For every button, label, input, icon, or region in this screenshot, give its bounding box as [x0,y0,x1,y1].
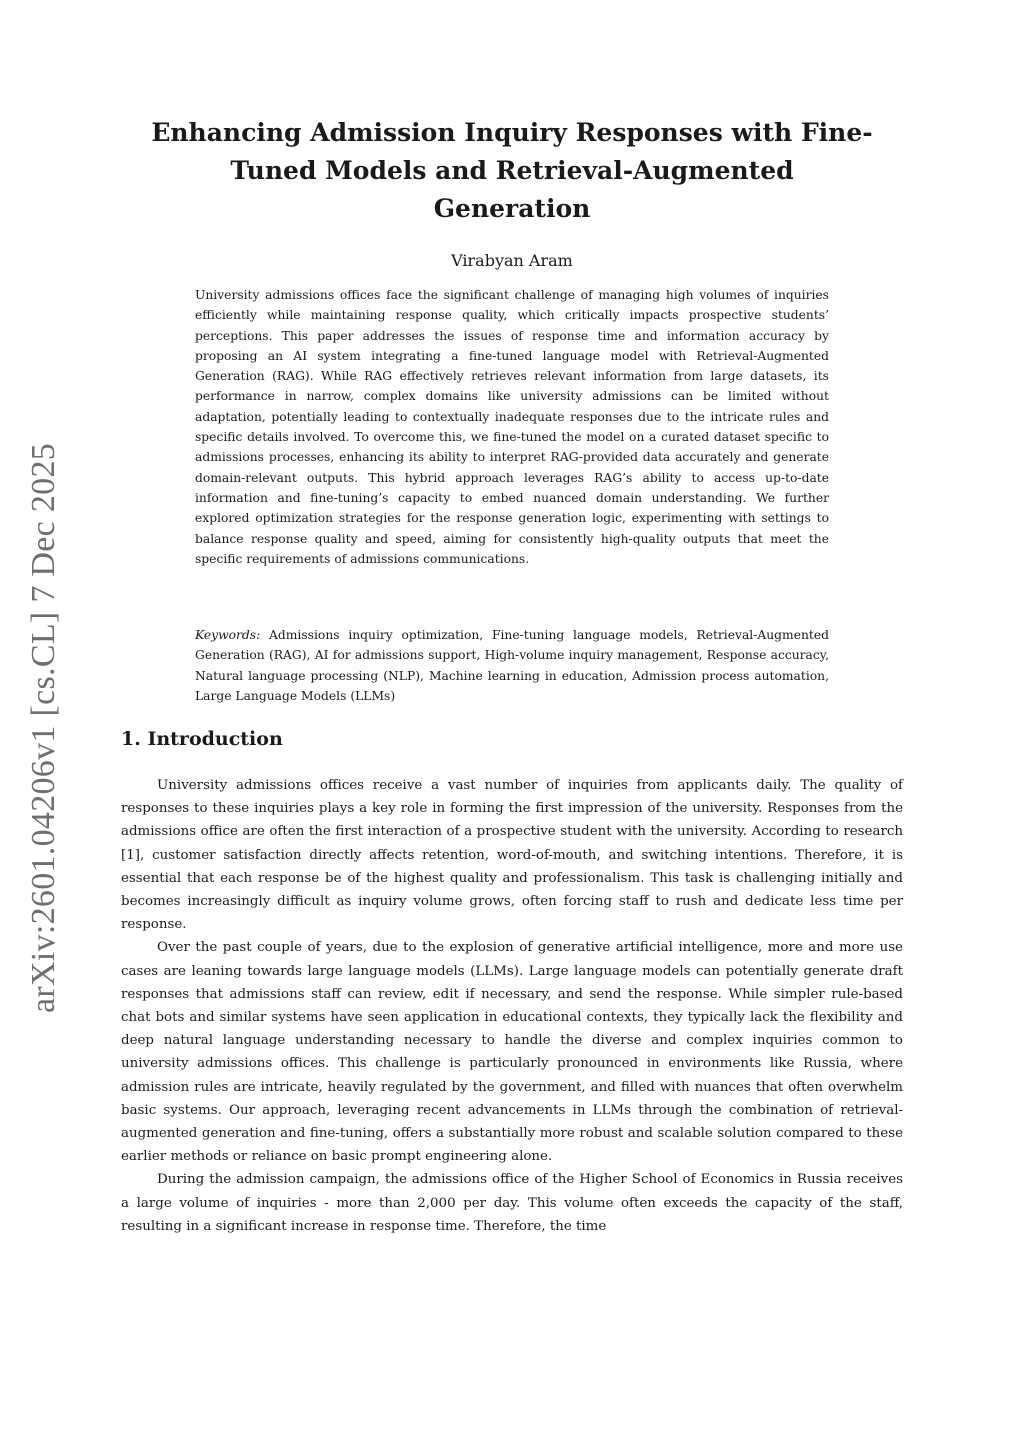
paragraph: During the admission campaign, the admissions office of the Higher School of Economics in Russia receives a large volume of inquiries - more than 2,000 per day. This volume often exceeds the capacity of the staff, resulting in a significant increase in response time. Therefore, the time [121,1172,903,1234]
abstract: University admissions offices face the significant challenge of managing high volumes of inquiries efficiently while maintaining response quality, which critically impacts prospective students’ perceptions. This paper addresses the issues of response time and information accuracy by proposing an AI system integrating a fine-tuned language model with Retrieval-Augmented Generation (RAG). While RAG effectively retrieves relevant information from large datasets, its performance in narrow, complex domains like university admissions can be limited without adaptation, potentially leading to contextually inadequate responses due to the intricate rules and specific details involved. To overcome this, we fine-tuned the model on a curated dataset specific to admissions processes, enhancing its ability to interpret RAG-provided data accurately and generate domain-relevant outputs. This hybrid approach leverages RAG’s ability to access up-to-date information and fine-tuning’s capacity to embed nuanced domain understanding. We further explored optimization strategies for the response generation logic, experimenting with settings to balance response quality and speed, aiming for consistently high-quality outputs that meet the specific requirements of admissions communications. [195,288,829,566]
author-name: Virabyan Aram [451,251,573,270]
paper-title: Enhancing Admission Inquiry Responses with Fine-Tuned Models and Retrieval-Augmented Generation [151,118,873,223]
paragraph: University admissions offices receive a vast number of inquiries from applicants daily. The quality of responses to these inquiries plays a key role in forming the first impression of the university. Responses from the admissions office are often the first interaction of a prospective student with the university. According to research [1], customer satisfaction directly affects retention, word-of-mouth, and switching intentions. Therefore, it is essential that each response be of the highest quality and professionalism. This task is challenging initially and becomes increasingly difficult as inquiry volume grows, often forcing staff to rush and dedicate less time per response. [121,778,903,933]
keywords [195,625,829,706]
paragraph: Over the past couple of years, due to the explosion of generative artificial intelligence, more and more use cases are leaning towards large language models (LLMs). Large language models can potentially generate draft responses that admissions staff can review, edit if necessary, and send the response. While simpler rule-based chat bots and similar systems have seen application in educational contexts, they typically lack the flexibility and deep natural language understanding necessary to handle the diverse and complex inquiries common to university admissions offices. This challenge is particularly pronounced in environments like Russia, where admission rules are intricate, heavily regulated by the government, and filled with nuances that often overwhelm basic systems. Our approach, leveraging recent advancements in LLMs through the combination of retrieval-augmented generation and fine-tuning, offers a substantially more robust and scalable solution compared to these earlier methods or reliance on basic prompt engineering alone. [121,940,903,1165]
introduction-body [121,774,903,1238]
keywords-text: Admissions inquiry optimization, Fine-tuning language models, Retrieval-Augmented Generation (RAG), AI for admissions support, High-volume inquiry management, Response accuracy, Natural language processing (NLP), Machine learning in education, Admission process automation, Large Language Models (LLMs) [195,628,829,703]
keywords-label: Keywords: [195,628,261,642]
section-heading-introduction: 1. Introduction [121,728,283,750]
arxiv-identifier-text: arXiv:2601.04206v1 [cs.CL] 7 Dec 2025 [25,442,62,1014]
